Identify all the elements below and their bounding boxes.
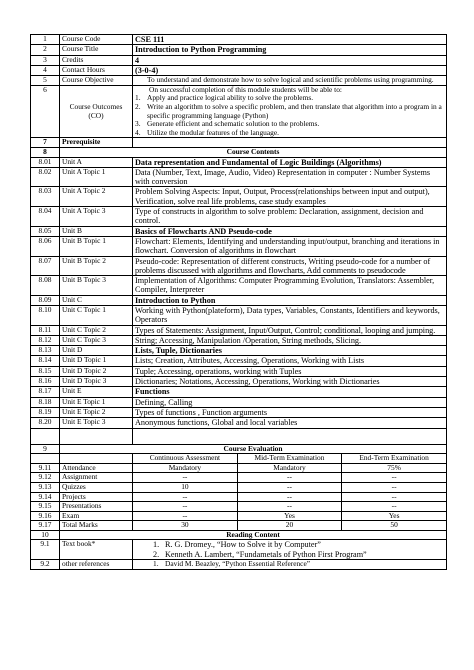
- course-content-row: [31, 387, 447, 397]
- evaluation-value: 50: [342, 521, 446, 530]
- list-item: [135, 103, 444, 120]
- row-number: 8.02: [31, 167, 60, 187]
- evaluation-column-header: Mid-Term Examination: [237, 454, 341, 463]
- row-number: 9.2: [31, 560, 60, 570]
- course-content-row: [31, 397, 447, 407]
- row-label: Course Objective: [60, 76, 133, 86]
- row-number: 8.11: [31, 325, 60, 335]
- row-label: Unit B Topic 2: [60, 256, 133, 276]
- row-number: 9: [31, 444, 60, 454]
- row-value: CSE 111: [133, 35, 447, 45]
- evaluation-value: 10: [181, 482, 189, 491]
- course-content-row: [31, 407, 447, 417]
- row-number: 10: [31, 530, 60, 540]
- row-label: Unit A Topic 2: [60, 187, 133, 207]
- row-label: Unit C Topic 3: [60, 335, 133, 345]
- list-text: Generate efficient and schematic solution to the problems.: [147, 119, 320, 129]
- row-number: 9.15: [31, 502, 60, 512]
- course-content-row: [31, 157, 447, 167]
- course-info-row: [31, 65, 447, 75]
- list-number: 1.: [135, 93, 141, 103]
- row-number: 5: [31, 76, 60, 86]
- evaluation-header-row: [31, 444, 447, 454]
- row-label: other references: [60, 560, 133, 570]
- row-number: 8.13: [31, 346, 60, 356]
- row-number: 8.15: [31, 366, 60, 376]
- row-label: Course Code: [60, 35, 133, 45]
- textbook-list-cell: [133, 540, 447, 560]
- row-value: Lists; Creation, Attributes, Accessing, Operations, Working with Lists: [133, 356, 447, 366]
- course-content-row: [31, 305, 447, 325]
- row-number: 8.14: [31, 356, 60, 366]
- row-number: 8.18: [31, 397, 60, 407]
- row-number: 8.08: [31, 276, 60, 296]
- evaluation-value: Mandatory: [168, 463, 202, 472]
- row-value: Tuple; Accessing, operations, working with Tuples: [133, 366, 447, 376]
- list-number: 2.: [135, 101, 141, 111]
- list-number: 2.: [153, 549, 160, 559]
- evaluation-row: [31, 473, 447, 483]
- section-title: Reading Content: [60, 530, 447, 540]
- row-label: Unit C Topic 1: [60, 305, 133, 325]
- evaluation-columns-row: [31, 454, 447, 464]
- row-number: 8.17: [31, 387, 60, 397]
- list-item: [153, 540, 444, 549]
- course-outcomes-row: [31, 85, 447, 138]
- evaluation-row: [31, 463, 447, 473]
- row-label: Unit D Topic 1: [60, 356, 133, 366]
- row-number: 8.12: [31, 335, 60, 345]
- evaluation-column-header: End-Term Examination: [342, 454, 446, 463]
- row-label: Unit A Topic 1: [60, 167, 133, 187]
- course-content-row: [31, 325, 447, 335]
- list-text: R. G. Dromey., “How to Solve it by Computer”: [165, 540, 321, 550]
- syllabus-table: [30, 34, 447, 570]
- row-label: Unit E Topic 3: [60, 418, 133, 428]
- evaluation-row: [31, 482, 447, 492]
- evaluation-value: Yes: [237, 512, 341, 521]
- reference-list-cell: [133, 560, 447, 570]
- evaluation-value: --: [237, 493, 341, 502]
- list-item: [153, 560, 444, 569]
- row-label: Unit D Topic 2: [60, 366, 133, 376]
- row-number: 8.05: [31, 226, 60, 236]
- row-number: 8.06: [31, 236, 60, 256]
- row-value: Basics of Flowcharts AND Pseudo-code: [133, 226, 447, 236]
- row-label: Total Marks: [60, 521, 133, 531]
- list-text: Apply and practice logical ability to solve the problems.: [147, 93, 314, 103]
- row-number: 1: [31, 35, 60, 45]
- list-item: [153, 550, 444, 559]
- course-syllabus: [30, 34, 446, 570]
- evaluation-value: 30: [181, 521, 189, 530]
- row-label: Prerequisite: [60, 138, 133, 148]
- list-text: Write an algorithm to solve a specific problem, and then translate that algorithm into a program in a specific programming language (Python): [147, 101, 442, 120]
- course-content-row: [31, 377, 447, 387]
- list-text: David M. Beazley, “Python Essential Reference”: [165, 559, 311, 569]
- row-label: Course Outcomes (CO): [60, 85, 133, 138]
- reading-header-row: [31, 530, 447, 540]
- row-number: 8.19: [31, 407, 60, 417]
- row-value: Data representation and Fundamental of Logic Buildings (Algorithms): [133, 157, 447, 167]
- row-value: (3-0-4): [133, 65, 447, 75]
- row-label: Credits: [60, 55, 133, 65]
- row-label: Unit D: [60, 346, 133, 356]
- row-number: 9.11: [31, 463, 60, 473]
- row-label: Unit B Topic 1: [60, 236, 133, 256]
- row-value: Lists, Tuple, Dictionaries: [133, 346, 447, 356]
- course-content-row: [31, 356, 447, 366]
- row-number: 3: [31, 55, 60, 65]
- evaluation-value: --: [237, 473, 341, 482]
- row-value: 4: [133, 55, 447, 65]
- row-value: Introduction to Python: [133, 295, 447, 305]
- course-content-row: [31, 418, 447, 428]
- row-label: Unit E Topic 1: [60, 397, 133, 407]
- course-info-row: [31, 35, 447, 45]
- row-number: 9.17: [31, 521, 60, 531]
- evaluation-value: --: [182, 492, 188, 501]
- evaluation-column-header: Continuous Assessment: [149, 454, 221, 463]
- row-label: Quizzes: [60, 482, 133, 492]
- row-label: Unit B: [60, 226, 133, 236]
- row-label: Unit C: [60, 295, 133, 305]
- evaluation-value: --: [182, 511, 188, 520]
- list-item: [135, 129, 444, 138]
- row-number: 8.09: [31, 295, 60, 305]
- row-label: Presentations: [60, 502, 133, 512]
- evaluation-row: [31, 492, 447, 502]
- evaluation-value: --: [237, 483, 341, 492]
- course-content-row: [31, 187, 447, 207]
- row-value: Flowchart: Elements, Identifying and understanding input/output, branching and iterations in flowchart. Conversion of algorithms in flowchart: [133, 236, 447, 256]
- row-label: Contact Hours: [60, 65, 133, 75]
- row-value: Types of functions , Function arguments: [133, 407, 447, 417]
- section-title: Course Evaluation: [60, 444, 447, 454]
- row-value: Type of constructs in algorithm to solve problem: Declaration, assignment, decision and control.: [133, 207, 447, 227]
- row-number: 9.14: [31, 492, 60, 502]
- row-value: Pseudo-code: Representation of different constructs, Writing pseudo-code for a number of problems discussed with algorithms and flowcharts, Add comments to pseudocode: [133, 256, 447, 276]
- course-content-row: [31, 167, 447, 187]
- row-value: Implementation of Algorithms: Computer Programming Evolution, Translators: Assembler, Compiler, Interpreter: [133, 276, 447, 296]
- list-number: 4.: [135, 127, 141, 137]
- evaluation-value: --: [342, 502, 446, 511]
- row-label: Assignment: [60, 473, 133, 483]
- row-number: 6: [31, 85, 60, 138]
- evaluation-row: [31, 521, 447, 531]
- row-number: 8.03: [31, 187, 60, 207]
- evaluation-value: Mandatory: [237, 464, 341, 473]
- list-number: 1.: [153, 559, 159, 569]
- course-info-row: [31, 76, 447, 86]
- course-content-row: [31, 256, 447, 276]
- row-label: Projects: [60, 492, 133, 502]
- row-label: Text book*: [60, 540, 133, 560]
- list-text: Kenneth A. Lambert, “Fundametals of Python First Program”: [165, 549, 367, 559]
- course-info-row: [31, 45, 447, 55]
- evaluation-row: [31, 502, 447, 512]
- evaluation-value: --: [342, 493, 446, 502]
- row-number: 8.01: [31, 157, 60, 167]
- row-value: Anonymous functions, Global and local variables: [133, 418, 447, 428]
- course-info-row: [31, 55, 447, 65]
- row-number: 8.10: [31, 305, 60, 325]
- course-content-row: [31, 226, 447, 236]
- row-number: 8: [31, 147, 60, 157]
- row-number: 9.12: [31, 473, 60, 483]
- contents-header-row: [31, 147, 447, 157]
- row-value: To understand and demonstrate how to solve logical and scientific problems using programming.: [133, 76, 447, 86]
- section-title: Course Contents: [60, 147, 447, 157]
- spacer-row: [31, 428, 447, 444]
- row-number: 9.16: [31, 511, 60, 521]
- row-value: Introduction to Python Programming: [133, 45, 447, 55]
- course-content-row: [31, 335, 447, 345]
- row-value: Functions: [133, 387, 447, 397]
- course-content-row: [31, 236, 447, 256]
- row-label: Unit B Topic 3: [60, 276, 133, 296]
- row-value: Types of Statements: Assignment, Input/Output, Control; conditional, looping and jumping.: [133, 325, 447, 335]
- row-value: Data (Number, Text, Image, Audio, Video) Representation in computer : Number Systems with conversion: [133, 167, 447, 187]
- row-number: 8.20: [31, 418, 60, 428]
- row-value: Dictionaries; Notations, Accessing, Operations, Working with Dictionaries: [133, 377, 447, 387]
- row-number: 7: [31, 138, 60, 148]
- row-value: Defining, Calling: [133, 397, 447, 407]
- row-number: 9.1: [31, 540, 60, 560]
- row-label: Attendance: [60, 463, 133, 473]
- row-label: Unit E Topic 2: [60, 407, 133, 417]
- row-label: Unit D Topic 3: [60, 377, 133, 387]
- evaluation-value: --: [182, 473, 188, 482]
- evaluation-value: --: [342, 473, 446, 482]
- row-number: 8.04: [31, 207, 60, 227]
- outcomes-content: [133, 85, 447, 138]
- evaluation-value: 75%: [342, 464, 446, 473]
- list-text: Utilize the modular features of the language.: [147, 127, 279, 137]
- row-number: 4: [31, 65, 60, 75]
- evaluation-value: --: [237, 502, 341, 511]
- row-value: String; Accessing, Manipulation /Operation, String methods, Slicing.: [133, 335, 447, 345]
- evaluation-value: Yes: [342, 512, 446, 521]
- row-value: Working with Python(plateform), Data types, Variables, Constants, Identifiers and keywords, Operators: [133, 305, 447, 325]
- row-label: Exam: [60, 511, 133, 521]
- row-value: [133, 138, 447, 148]
- row-label: Unit A: [60, 157, 133, 167]
- row-number: 8.16: [31, 377, 60, 387]
- prerequisite-row: [31, 138, 447, 148]
- list-number: 1.: [153, 540, 160, 550]
- row-value: Problem Solving Aspects: Input, Output, Process(relationships between input and output), Verification, solve real life problems, case study examples: [133, 187, 447, 207]
- row-number: 9.13: [31, 482, 60, 492]
- evaluation-row: [31, 511, 447, 521]
- row-number: 2: [31, 45, 60, 55]
- row-label: Course Title: [60, 45, 133, 55]
- course-content-row: [31, 346, 447, 356]
- course-content-row: [31, 366, 447, 376]
- course-content-row: [31, 295, 447, 305]
- evaluation-value: --: [342, 483, 446, 492]
- row-number: 8.07: [31, 256, 60, 276]
- references-row: [31, 560, 447, 570]
- row-label: Unit A Topic 3: [60, 207, 133, 227]
- course-content-row: [31, 276, 447, 296]
- list-number: 3.: [135, 119, 141, 129]
- outcomes-intro: On successful completion of this module students will be able to:: [149, 85, 342, 94]
- course-content-row: [31, 207, 447, 227]
- textbook-row: [31, 540, 447, 560]
- evaluation-value: 20: [237, 521, 341, 530]
- row-label: Unit E: [60, 387, 133, 397]
- evaluation-value: --: [182, 502, 188, 511]
- outcomes-list: [135, 94, 444, 137]
- row-label: Unit C Topic 2: [60, 325, 133, 335]
